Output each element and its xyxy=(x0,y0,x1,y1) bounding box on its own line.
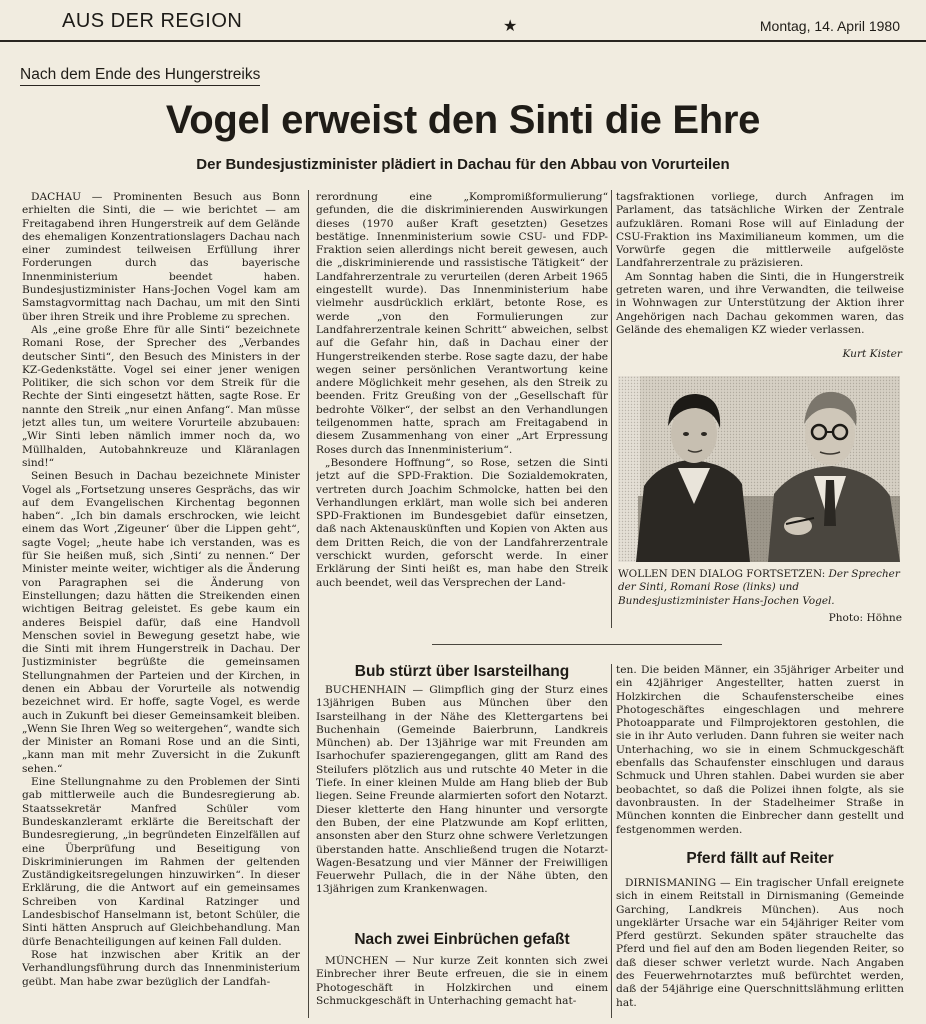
article-headline-pferd: Pferd fällt auf Reiter xyxy=(686,850,834,867)
column-divider xyxy=(308,190,309,1018)
article-body-einbruch-continued xyxy=(616,664,904,842)
article-headline: Vogel erweist den Sinti die Ehre xyxy=(165,98,761,142)
column-divider xyxy=(611,190,612,628)
header-divider xyxy=(0,40,926,42)
column-divider xyxy=(611,664,612,1018)
paragraph: rerordnung eine „Kompromißformulierung“ gefunden, die die diskriminierenden Auswirkungen dieses (1970 außer Kraft gesetzten) Gesetzes bestätige. Innenministerium sowie CSU- und FDP-Fraktion seien allerdings nicht bereit gewesen, auch die „diskriminierende und rassistische Tätigkeit“ der Landfahrerzentrale zu verurteilen (deren Arbeit 1965 eingestellt wurde). Das Innenministerium habe vielmehr ausdrücklich erklärt, betonte Rose, es werde „von den Formulierungen zur Landfahrerzentrale keinen Schritt“ abweichen, selbst auf die Gefahr hin, daß in Dachau einer der Hungerstreikenden sterbe. Rose sagte dazu, der habe wegen seiner persönlichen Verantwortung keine andere Möglichkeit mehr gesehen, als den Streik zu beenden. Fritz Greußing von der „Gesellschaft für bedrohte Völker“, der selbst an den Verhandlungen teilgenommen hatte, sprach am Freitagabend in diesem Zusammenhang von einer „Art Erpressung Roses durch das Innenministerium“. xyxy=(316,191,608,456)
article-body-pferd xyxy=(616,877,904,1017)
paragraph: ten. Die beiden Männer, ein 35jähriger Arbeiter und ein 42jähriger Angestellter, hatten zuerst in Holzkirchen die Schaufensterscheibe eines Photogeschäftes eingeschlagen und mehrere Photoapparate und Filmprojektoren gestohlen, die sie in ihr Auto verluden. Dann fuhren sie weiter nach Unterhaching, wo sie in einem Schmuckgeschäft ebenfalls das Schaufenster einschlugen und daraus Schmuck und Uhren stahlen. Dabei wurden sie aber beobachtet, so daß die Polizei ihnen folgte, als sie davonbrausten. In der Stadelheimer Straße in München konnten die Einbrecher dann gestellt und festgenommen werden. xyxy=(616,664,904,836)
paragraph: Seinen Besuch in Dachau bezeichnete Minister Vogel als „Fortsetzung unseres Gesprächs, das wir auf dem Evangelischen Kirchentag begonnen haben“. „Ich bin damals erschrocken, wie leicht einem das Wort ‚Zigeuner‘ über die Lippen geht“, sagte Vogel; „heute habe ich verstanden, was es für Sie heißen muß, sich ‚Sinti‘ zu nennen.“ Der Minister meinte weiter, wichtiger als die Änderung von Paragraphen sei die Änderung von Einstellungen; dazu hätten die Streikenden einen wichtigen Beitrag geleistet. Es gebe kaum ein anderes Beispiel dafür, daß eine Handvoll Menschen soviel in Bewegung gesetzt habe, wie die Sinti mit ihrem Hungerstreik in Dachau. Der Justizminister begrüßte die gemeinsamen Stellungnahmen der Parteien und der Kirchen, in denen ein Abbau der Vorurteile als notwendig bezeichnet wird. Er hoffe, sagte Vogel, es werde auch in Zukunft bei dieser Gemeinsamkeit bleiben. „Wenn Sie Ihren Weg so weitergehen“, wandte sich der Minister an Romani Rose und an die Sinti, „kann man mit mehr Zuversicht in die Zukunft sehen.“ xyxy=(22,470,300,775)
paragraph: tagsfraktionen vorliege, durch Anfragen im Parlament, das tatsächliche Wirken der Zentrale aufzuklären. Romani Rose will auf Einladung der CSU-Fraktion ins Maximilianeum kommen, um die Vorwürfe gegen die mittlerweile aufgelöste Landfahrerzentrale zu präzisieren. xyxy=(616,191,904,270)
article-body-bub xyxy=(316,684,608,920)
paragraph: DACHAU — Prominenten Besuch aus Bonn erhielten die Sinti, die — wie berichtet — am Freitagabend ihren Hungerstreik auf dem Gelände des ehemaligen Konzentrationslagers Dachau nach einer zumindest teilweisen Erfüllung ihrer Forderungen durch das bayerische Innenministerium beendet haben. Bundesjustizminister Hans-Jochen Vogel kam am Samstagvormittag nach Dachau, um mit den Sinti über ihren Streik und ihre Probleme zu sprechen. xyxy=(22,191,300,323)
paragraph: Am Sonntag haben die Sinti, die in Hungerstreik getreten waren, und ihre Verwandten, die teilweise in Wohnwagen zur Unterstützung der Aktion ihrer Angehörigen nach Dachau gekommen waren, das Gelände des ehemaligen KZ wieder verlassen. xyxy=(616,270,904,336)
article-headline-einbruch: Nach zwei Einbrüchen gefaßt xyxy=(354,931,570,948)
dateline: MÜNCHEN — xyxy=(325,955,406,967)
article-kicker: Nach dem Ende des Hungerstreiks xyxy=(20,66,260,86)
news-photo xyxy=(618,376,900,562)
photo-illustration xyxy=(618,376,900,562)
caption-text: Der Sprecher der Sinti, Romani Rose (links) und Bundesjustizminister Hans-Jochen Vogel. xyxy=(618,568,900,607)
article-column-1 xyxy=(22,191,300,1015)
article-headline-bub: Bub stürzt über Isarsteilhang xyxy=(354,663,570,680)
paragraph: Ein tragischer Unfall ereignete sich in einem Reitstall in Dirnismaning (Gemeinde Garching, Landkreis München). Aus noch ungeklärter Ursache war ein 54jähriger Reiter vom Pferd gestürzt. Sekunden später strauchelte das Pferd und fiel auf den am Boden liegenden Reiter, so daß dieser schwer verletzt wurde. Nach Angaben des Feuerwehrnotarztes muß befürchtet werden, daß der 54jährige eine Querschnittslähmung erlitten hat. xyxy=(616,877,904,1009)
paragraph: Nur kurze Zeit konnten sich zwei Einbrecher ihrer Beute erfreuen, die sie in einem Photogeschäft in Holzkirchen und einem Schmuckgeschäft in Unterhaching gemacht hat- xyxy=(316,955,608,1007)
article-subheadline: Der Bundesjustizminister plädiert in Dachau für den Abbau von Vorurteilen xyxy=(196,156,730,173)
dateline: DIRNISMANING — xyxy=(625,877,731,889)
article-column-3 xyxy=(616,191,904,367)
star-icon: ★ xyxy=(503,16,518,35)
section-title: AUS DER REGION xyxy=(62,10,243,32)
article-body-einbruch xyxy=(316,955,608,1017)
paragraph: Rose hat inzwischen aber Kritik an der Verhandlungsführung durch das Innenministerium geübt. Man habe zwar bezüglich der Landfah- xyxy=(22,948,300,988)
paragraph: Als „eine große Ehre für alle Sinti“ bezeichnete Romani Rose, der Sprecher des „Verbandes deutscher Sinti“, den Besuch des Ministers in der KZ-Gedenkstätte. Vogel sei einer jener wenigen Politiker, die sich schon vor dem Streik für die Rechte der Sinti eingesetzt hätten, sagte Rose. Er nannte den Streik „nur einen Anfang“. Man müsse jetzt alles tun, um weitere Vorurteile abzubauen: „Wir Sinti leben nämlich immer noch da, wo Müllhalden, Autobahnkreuze und Kläranlagen sind!“ xyxy=(22,323,300,469)
paragraph: Glimpflich ging der Sturz eines 13jährigen Buben aus München über den Isarsteilhang in der Nähe des Klettergartens bei Buchenhain (Gemeinde Baierbrunn, Landkreis München) ab. Der 13jährige war mit Freunden am Isarhochufer spazierengegangen, glitt am Rand des Steilufers plötzlich aus und rutschte 40 Meter in die Tiefe. In einer kleinen Mulde am Hang blieb der Bub liegen. Seine Freunde alarmierten sofort den Notarzt. Dieser kletterte den Hang hinunter und versorgte den Buben, der eine Platzwunde am Kopf erlitten, ansonsten aber den Sturz ohne schwere Verletzungen überstanden hatte. Anschließend trugen die Notarzt-Wagen-Besatzung und vier Männer der Freiwilligen Feuerwehr Pullach, die in der Nähe übten, den 13jährigen zum Krankenwagen. xyxy=(316,684,608,896)
dateline: BUCHENHAIN — xyxy=(325,684,424,696)
photo-credit: Photo: Höhne xyxy=(828,612,902,624)
caption-head: WOLLEN DEN DIALOG FORTSETZEN: xyxy=(618,568,826,580)
paragraph: „Besondere Hoffnung“, so Rose, setzen die Sinti jetzt auf die SPD-Fraktion. Die Sozialdemokraten, vertreten durch Joachim Schmolcke, hatten bei den Verhandlungen erklärt, man wolle sich bei anderen SPD-Fraktionen im Bundesgebiet dafür einsetzen, daß nach Aktenauskünften und Kopien von Akten aus dem Dritten Reich, die von der Landfahrerzentrale verschickt wurden, geforscht werde. In einer Erklärung der Sinti heißt es, man habe den Streik auch beendet, weil das Versprechen der Land- xyxy=(316,456,608,589)
author-byline: Kurt Kister xyxy=(842,348,902,360)
article-column-2 xyxy=(316,191,608,627)
paragraph: Eine Stellungnahme zu den Problemen der Sinti gab mittlerweile auch die Bundesregierung ab. Staatssekretär Manfred Schüler vom Bundeskanzleramt erklärte die Bereitschaft der Bundesregierung, „in begründeten Einzelfällen auf eine Überprüfung und Beseitigung von Diskriminierungen im Rahmen der geltenden Zuständigkeitsregelungen hinzuwirken“. In dieser Erklärung, die die Antwort auf ein gemeinsames Schreiben von Kardinal Ratzinger und Landesbischof Hanselmann ist, betont Schüler, die Sinti hätten Anspruch auf Gleichbehandlung. Man dürfe Benachteiligungen auf keinen Fall dulden. xyxy=(22,776,300,948)
article-divider xyxy=(432,644,722,645)
issue-date: Montag, 14. April 1980 xyxy=(759,18,900,34)
photo-caption xyxy=(618,568,904,608)
